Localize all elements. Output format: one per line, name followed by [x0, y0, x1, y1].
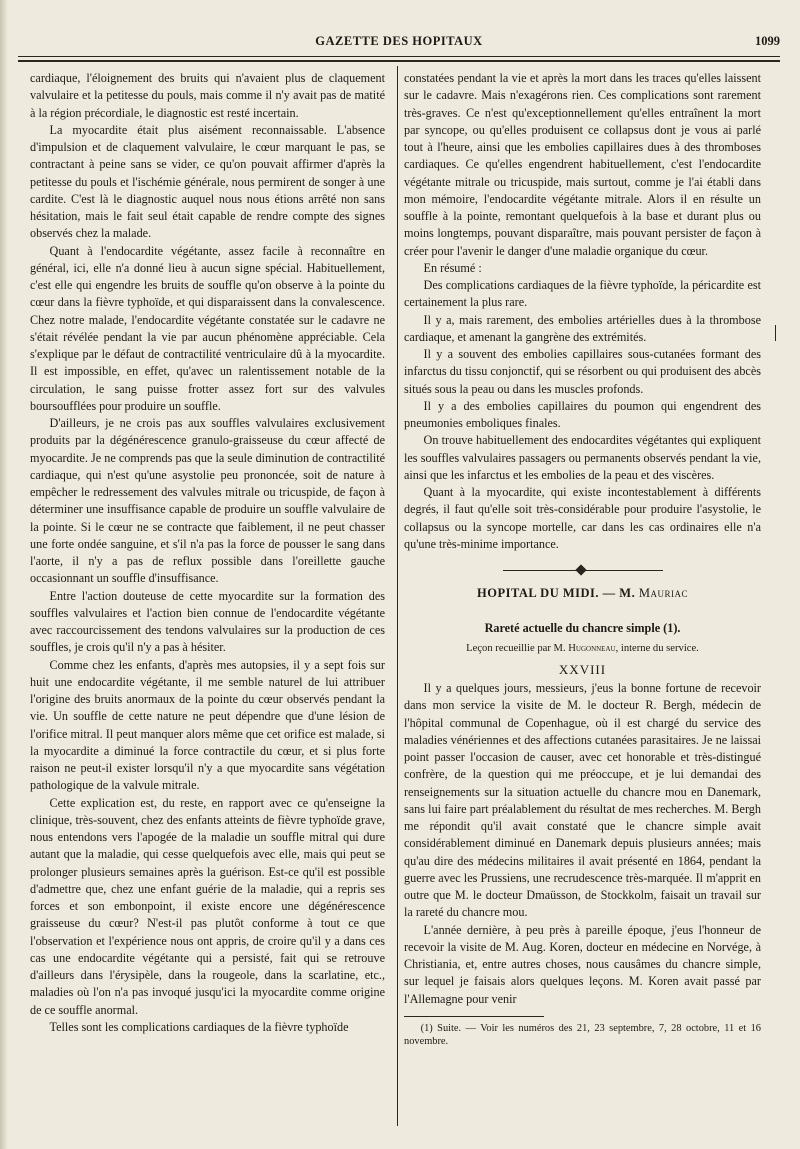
byline-suffix: , interne du service. — [615, 642, 699, 654]
margin-mark — [775, 325, 776, 341]
paragraph: Il y a des embolies capillaires du poumon qui engendrent des pneumonies emboliques finales. — [404, 398, 761, 430]
paragraph: La myocardite était plus aisément reconnaissable. L'absence d'impulsion et de claquement valvulaire, le cœur marquant le pas, se contractant à peine sans se vider, ce qu'on pouvait affirmer d'après la petitesse du pouls et l'ischémie générale, nous permirent de songer à une cardite. C'est là le diagnostic auquel nous nous étions arrêté non sans hésitation, mais le fait seul était capable de rendre compte des signes observés chez la malade. — [30, 122, 385, 241]
column-divider — [397, 66, 398, 1126]
header-rule-thick — [18, 60, 780, 62]
paragraph: Entre l'action douteuse de cette myocardite sur la formation des souffles valvulaires et l'action bien connue de l'endocardite végétante avec raccourcissement des tendons valvulaires sur la production de ces souffles, je crois qu'il n'y a pas à hésiter. — [30, 588, 385, 655]
paragraph: On trouve habituellement des endocardites végétantes qui expliquent les souffles valvulaires passagers ou permanents observés pendant la vie, ainsi que les infarctus et les embolies de la peau et des viscères. — [404, 433, 761, 482]
paragraph: cardiaque, l'éloignement des bruits qui n'avaient plus de claquement valvulaire et la petitesse du pouls, mais comme il n'y avait pas de matité à la région précordiale, le diagnostic est resté incertain. — [30, 71, 385, 120]
ornament-diamond-icon — [575, 564, 586, 575]
paragraph: constatées pendant la vie et après la mort dans les traces qu'elles laissent sur le cadavre. Mais n'exagérons rien. Ces complications sont rarement très-graves. Ce n'est qu'exceptionnellement qu'elles entraînent la mort par syncope, ou qu'elles produisent ce collapsus dont je vous ai parlé tout à l'heure, ainsi que les embolies capillaires dues à des thromboses cardiaques. Ce qu'elles engendrent habituellement, c'est l'endocardite végétante mitrale ou tricuspide, mais surtout, comme je l'ai établi dans mon mémoire, l'endocardite végétante mitrale. Alors il en résulte un souffle à la pointe, remontant quelquefois à la base et durant plus ou moins longtemps, pouvant disparaître, mais pouvant persister de façon à créer pour l'avenir le danger d'une maladie organique du cœur. — [404, 71, 761, 258]
paragraph: En résumé : — [423, 260, 482, 275]
paragraph: Quant à la myocardite, qui existe incontestablement à différents degrés, il faut qu'elle soit très-considérable pour produire l'asystolie, le collapsus ou la syncope mortelle, car dans les cas ordinaires elle n'a qu'une très-minime importance. — [404, 485, 761, 551]
paragraph: Il y a, mais rarement, des embolies artérielles dues à la thrombose cardiaque, et amenant la gangrène des extrémités. — [404, 312, 761, 344]
paragraph: Quant à l'endocardite végétante, assez facile à reconnaître en général, ici, elle n'a donné lieu à aucun signe spécial. Habituellement, c'est elle qui engendre les bruits de souffle qu'on observe à la pointe du cœur dans la fièvre typhoïde, et qui disparaissent dans la convalescence. Chez notre malade, l'endocardite végétante constatée sur le cadavre ne s'était révélée pendant la vie par aucun phénomène appréciable. Cela s'explique par le défaut de contractilité ventriculaire dû à la myocardite. Il est impossible, en effet, qu'avec un ralentissement notable de la circulation, le sang puisse frotter assez fort sur des valvules boursoufflées pour produire un souffle. — [30, 243, 385, 413]
paragraph: Cette explication est, du reste, en rapport avec ce qu'enseigne la clinique, très-souvent, chez des enfants atteints de fièvre typhoïde grave, nous entendons vers l'apogée de la maladie un souffle mitral qui dure autant que la maladie, qui cesse quelquefois avec elle, mais qui peut se prolonger plusieurs semaines après la guérison. Est-ce qu'il est possible d'admettre que, chez une enfant guérie de la maladie, qui a repris ses forces et son embonpoint, il existe encore une dégénérescence graisseuse du cœur? N'est-il pas plutôt conforme à tout ce que l'observation et l'expérience nous ont appris, de croire qu'il y a dans ces cas une endocardite végétante qui a persisté, fait qui se retrouve d'ailleurs dans l'érysipèle, dans la rougeole, dans la scarlatine, etc., maladies où l'on n'a pas invoqué jusqu'ici la myocardite comme origine de ce souffle anormal. — [30, 795, 385, 1017]
section-heading — [404, 585, 761, 602]
paragraph: Telles sont les complications cardiaques de la fièvre typhoïde — [49, 1019, 349, 1034]
article-title: Rareté actuelle du chancre simple (1). — [484, 621, 681, 636]
page-edge-shadow — [0, 0, 8, 1149]
section-ornament — [503, 565, 663, 575]
page-header — [18, 34, 780, 56]
page-number: 1099 — [755, 34, 780, 48]
right-column — [404, 70, 761, 1048]
paragraph: Comme chez les enfants, d'après mes autopsies, il y a sept fois sur huit une endocardite végétante, il me semble naturel de lui attribuer l'origine des bruits anormaux de la pointe du cœur observés pendant la vie. Un souffle de cette nature ne peut dépendre que d'une lésion de l'orifice mitral. Il peut manquer alors même que cet orifice est malade, si la myocardite a diminué la force contractile du cœur, et si plus forte raison ne peut-il exister lorsqu'il n'y a que myocardite sans végétation pathologique de la valvule mitrale. — [30, 657, 385, 793]
footnote-rule — [404, 1016, 544, 1017]
header-rule-thin — [18, 56, 780, 57]
paragraph: L'année dernière, à peu près à pareille époque, j'eus l'honneur de recevoir la visite de M. Aug. Koren, docteur en médecine en Norvége, à Christiania, et, entre autres choses, nous causâmes du chancre simple, sur lequel je faisais alors quelques leçons. M. Koren avait passé par l'Allemagne pour venir — [404, 922, 761, 1006]
left-column — [30, 70, 385, 1036]
paragraph: Des complications cardiaques de la fièvre typhoïde, la péricardite est certainement la plus rare. — [404, 278, 761, 310]
hospital-name: HOPITAL DU MIDI. — M. — [477, 586, 636, 600]
paragraph: Il y a souvent des embolies capillaires sous-cutanées formant des infarctus du tissu conjonctif, qui se résorbent ou qui produisent des abcès situés sous la peau ou dans les muscles profonds. — [404, 347, 761, 396]
byline — [404, 640, 761, 657]
lesson-numeral: XXVIII — [558, 661, 607, 677]
journal-title: GAZETTE DES HOPITAUX — [315, 34, 483, 48]
paragraph: D'ailleurs, je ne crois pas aux souffles valvulaires exclusivement produits par la dégénérescence granulo-graisseuse du cœur affecté de myocardite. Je ne comprends pas que la seule diminution de contractilité cardiaque, qui n'est qu'une asystolie peu prononcée, soit de nature à empêcher le redressement des valvules mitrale ou tricuspide, de façon à déterminer une insuffisance capable de produire un souffle valvulaire de la pointe. Si le cœur ne se contracte que faiblement, il ne peut chasser une forte ondée sanguine, et s'il n'a pas la force de pousser le sang dans l'aorte, il n'y a pas de reflux possible dans l'oreillette gauche occasionnant un souffle d'insuffisance. — [30, 416, 385, 586]
footnote: (1) Suite. — Voir les numéros des 21, 23 septembre, 7, 28 octobre, 11 et 16 novembre. — [404, 1022, 761, 1047]
byline-prefix: Leçon recueillie par M. — [466, 642, 566, 654]
doctor-name: Mauriac — [638, 586, 688, 600]
paragraph: Il y a quelques jours, messieurs, j'eus la bonne fortune de recevoir dans mon service la visite de M. le docteur R. Bergh, médecin de l'hôpital communal de Copenhague, où il est chargé du service des maladies vénériennes et des affections cutanées parasitaires. Je ne laissai point passer l'occasion de causer, avec cet honorable et très-distingué confrère, de la question qui me préoccupe, et je lui demandai des renseignements sur la situation actuelle du chancre mou en Danemark, sans lui faire part préalablement du résultat de mes recherches. M. Bergh me répondit qu'il avait constaté que le chancre simple avait considérablement diminué en Danemark depuis plusieurs années; mais qu'au dire des médecins militaires il avait présenté en 1864, pendant la guerre avec les Prussiens, une recrudescence très-marquée. Il m'apprit en outre que M. le docteur Dmaüsson, de Stockkolm, faisait un travail sur la rareté du chancre mou. — [404, 681, 761, 920]
byline-author: Hugonneau — [568, 642, 616, 654]
